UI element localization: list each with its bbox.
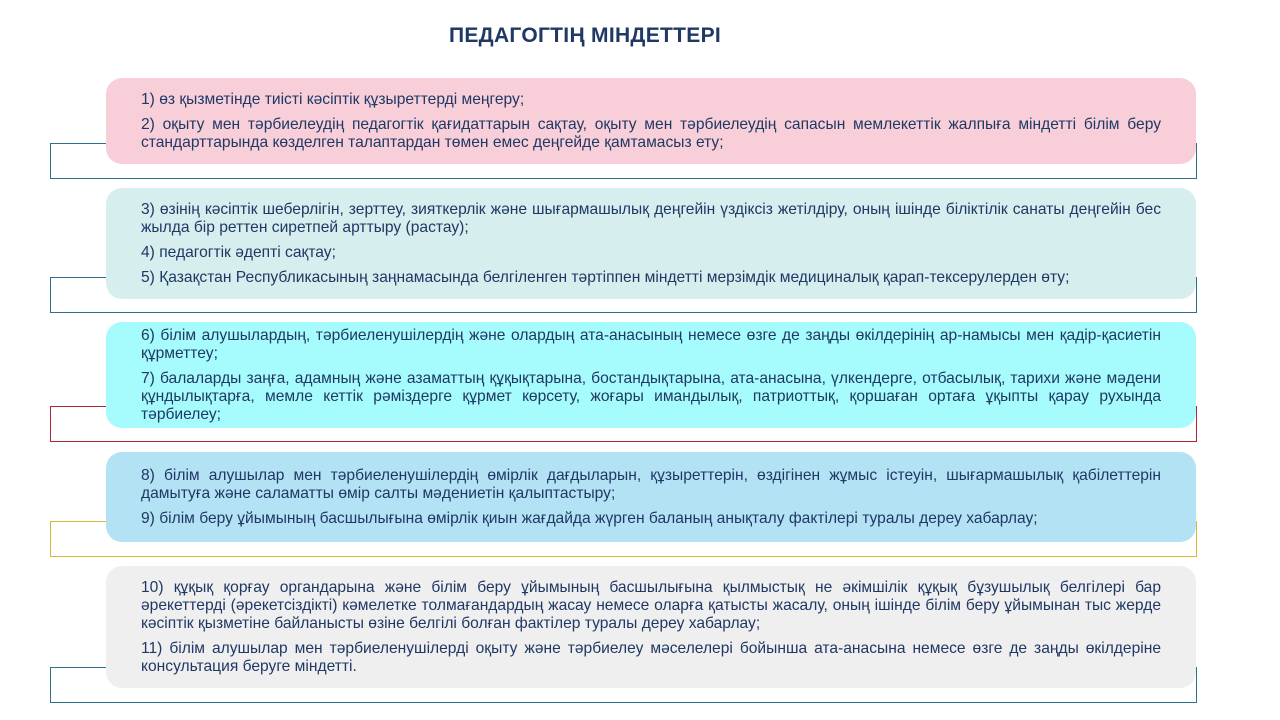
duty-item-5: 5) Қазақстан Республикасының заңнамасында белгіленген тәртіппен міндетті мерзімдік медициналық қарап-тексерулерден өту; bbox=[141, 268, 1070, 286]
duty-group-5 bbox=[106, 566, 1196, 688]
duty-item-6: 6) білім алушылардың, тәрбиеленушілердің және олардың ата-анасының немесе өзге де заңды өкілдерінің ар-намысы мен қадір-қасиетін құрметтеу; bbox=[141, 326, 1161, 362]
duty-item-3: 3) өзінің кәсіптік шеберлігін, зерттеу, зияткерлік және шығармашылық деңгейін үздіксіз жетілдіру, оның ішінде біліктілік санаты деңгейін бес жылда бір реттен сиретпей арттыру (растау); bbox=[141, 200, 1161, 236]
duty-group-4 bbox=[106, 452, 1196, 542]
duty-item-7: 7) балаларды заңға, адамның және азаматтың құқықтарына, бостандықтарына, ата-анасына, үлкендерге, отбасылық, тарихи және мәдени құндылықтарға, мемле кеттік рәміздерге құрмет көрсету, жоғары имандылық, патриоттық, қоршаған ортаға ұқыпты қарау рухында тәрбиелеу; bbox=[141, 369, 1161, 423]
duty-item-11: 11) білім алушылар мен тәрбиеленушілерді оқыту және тәрбиелеу мәселелері бойынша ата-анасына немесе өзге де заңды өкілдеріне консультация беруге міндетті. bbox=[141, 639, 1161, 675]
duty-item-2: 2) оқыту мен тәрбиелеудің педагогтік қағидаттарын сақтау, оқыту мен тәрбиелеудің сапасын мемлекеттік жалпыға міндетті білім беру стандарттарында көзделген талаптардан төмен емес деңгейде қамтамасыз ету; bbox=[141, 115, 1161, 151]
duty-group-2 bbox=[106, 188, 1196, 299]
duty-item-10: 10) құқық қорғау органдарына және білім беру ұйымының басшылығына қылмыстық не әкімшілік құқық бұзушылық белгілері бар әрекеттерді (әрекетсіздікті) кәмелетке толмағандардың жасау немесе оларға қатысты жасалу, оның ішінде білім беру ұйымынан тыс жерде кәсіптік қызметіне байланысты өзіне белгілі болған фактілер туралы дереу хабарлау; bbox=[141, 578, 1161, 632]
page-title: ПЕДАГОГТІҢ МІНДЕТТЕРІ bbox=[448, 24, 722, 47]
duty-item-9: 9) білім беру ұйымының басшылығына өмірлік қиын жағдайда жүрген баланың анықталу фактілері туралы дереу хабарлау; bbox=[141, 509, 1038, 527]
duty-group-3 bbox=[106, 322, 1196, 428]
duty-item-8: 8) білім алушылар мен тәрбиеленушілердің өмірлік дағдыларын, құзыреттерін, өздігінен жұмыс істеуін, шығармашылық қабілеттерін дамытуға және саламатты өмір салты мәдениетін қалыптастыру; bbox=[141, 466, 1161, 502]
duty-group-1 bbox=[106, 78, 1196, 164]
duty-item-1: 1) өз қызметінде тиісті кәсіптік құзыреттерді меңгеру; bbox=[141, 90, 525, 108]
duty-item-4: 4) педагогтік әдепті сақтау; bbox=[141, 243, 336, 261]
